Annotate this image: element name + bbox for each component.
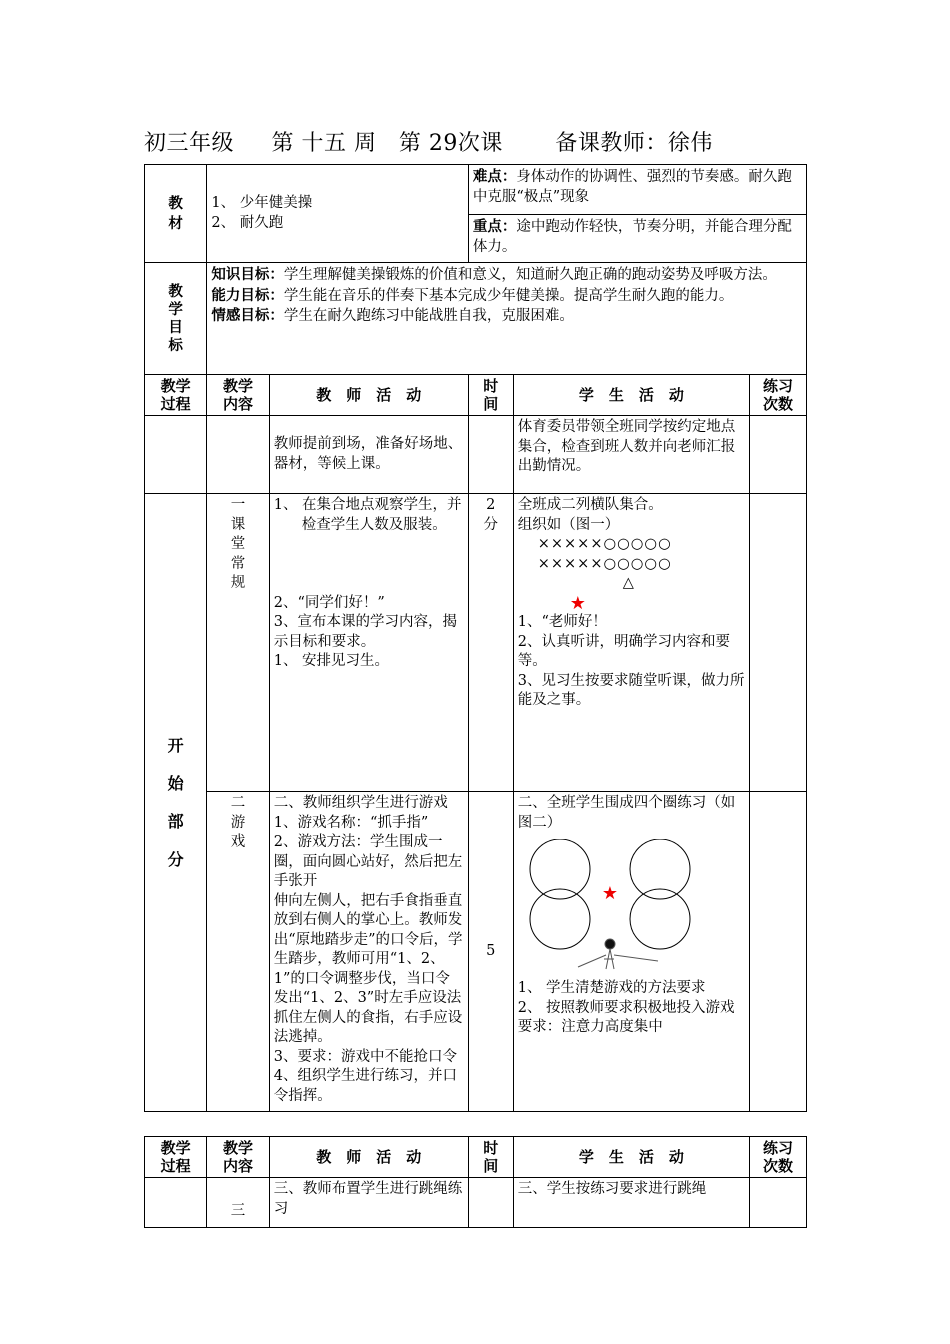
routine-formation-text: 全班成二列横队集合。 bbox=[517, 497, 663, 513]
game-student bbox=[513, 792, 749, 1112]
rope-process bbox=[145, 1178, 207, 1228]
routine-teacher-line: 1、 安排见习生。 bbox=[273, 653, 390, 669]
materials-list bbox=[207, 165, 469, 263]
routine-practice bbox=[750, 494, 807, 792]
circle-icon bbox=[630, 889, 690, 949]
header-practice: 练习 次数 bbox=[750, 375, 807, 416]
rope-practice bbox=[750, 1178, 807, 1228]
routine-content: 一 课 堂 常 规 bbox=[207, 494, 269, 792]
header-practice: 练习 次数 bbox=[750, 1137, 807, 1178]
prep-teacher: 教师提前到场，准备好场地、器材，等候上课。 bbox=[269, 416, 468, 494]
goal-knowledge: 知识目标：学生理解健美操锻炼的价值和意义，知道耐久跑正确的跑动姿势及呼吸方法。 bbox=[211, 266, 777, 283]
prep-practice bbox=[750, 416, 807, 494]
circle-icon bbox=[630, 839, 690, 899]
game-practice bbox=[750, 792, 807, 1112]
section-start-label: 开 始 部 分 bbox=[145, 494, 207, 1112]
routine-teacher-line: 1、 在集合地点观察学生，并检查学生人数及服装。 bbox=[273, 497, 462, 533]
goals-label: 教 学 目 标 bbox=[145, 263, 207, 375]
difficulty-text: 身体动作的协调性、强烈的节奏感。耐久跑中克服“极点”现象 bbox=[472, 169, 792, 205]
formation-row: ×××××○○○○○ bbox=[537, 536, 672, 552]
header-teacher: 教 师 活 动 bbox=[269, 1137, 468, 1178]
prep-student: 体育委员带领全班同学按约定地点集合，检查到班人数并向老师汇报出勤情况。 bbox=[513, 416, 749, 494]
routine-time: 2 分 bbox=[468, 494, 513, 792]
star-icon: ★ bbox=[601, 883, 618, 904]
header-student: 学 生 活 动 bbox=[513, 375, 749, 416]
circle-icon bbox=[530, 889, 590, 949]
rope-content: 三 bbox=[207, 1178, 269, 1228]
materials-item: 1、 少年健美操 bbox=[211, 195, 313, 211]
routine-student-line: 3、见习生按要求随堂听课，做力所能及之事。 bbox=[517, 672, 745, 708]
page-title: 初三年级 第 十五 周 第 29次课 备课教师：徐伟 bbox=[144, 131, 713, 156]
goal-ability: 能力目标：学生能在音乐的伴奏下基本完成少年健美操。提高学生耐久跑的能力。 bbox=[211, 286, 734, 304]
formation-row: ×××××○○○○○ bbox=[537, 555, 672, 572]
game-teacher-line: 2、游戏方法：学生围成一圈，面向圆心站好，然后把左手张开 bbox=[273, 834, 463, 889]
header-student: 学 生 活 动 bbox=[513, 1137, 749, 1178]
header-content: 教学 内容 bbox=[207, 1137, 269, 1178]
game-teacher-line: 1、游戏名称：“抓手指” bbox=[273, 814, 429, 831]
routine-student bbox=[513, 494, 749, 792]
routine-teacher-line: 3、宣布本课的学习内容，揭示目标和要求。 bbox=[273, 614, 457, 650]
header-content: 教学 内容 bbox=[207, 375, 269, 416]
rope-teacher: 三、教师布置学生进行跳绳练习 bbox=[269, 1178, 468, 1228]
teacher-triangle-icon: △ bbox=[622, 575, 634, 591]
routine-student-line: 1、“老师好！ bbox=[517, 614, 607, 630]
header-time: 时 间 bbox=[468, 375, 513, 416]
routine-teacher-line: 2、“同学们好！” bbox=[273, 594, 385, 611]
prep-content bbox=[207, 416, 269, 494]
game-teacher-line: 4、组织学生进行练习，并口令指挥。 bbox=[273, 1068, 457, 1104]
key-point-label: 重点： bbox=[472, 218, 517, 235]
key-point-cell bbox=[468, 215, 806, 263]
game-student-line: 2、 按照教师要求积极地投入游戏 bbox=[517, 999, 735, 1016]
game-requirement: 要求：注意力高度集中 bbox=[517, 1019, 663, 1035]
lesson-plan-table bbox=[144, 164, 807, 1112]
rope-time bbox=[468, 1178, 513, 1228]
header-process: 教学 过程 bbox=[145, 375, 207, 416]
game-student-line: 1、 学生清楚游戏的方法要求 bbox=[517, 980, 706, 996]
key-point-text: 途中跑动作轻快，节奏分明，并能合理分配体力。 bbox=[472, 219, 792, 255]
game-teacher-line: 3、要求：游戏中不能抢口令 bbox=[273, 1048, 457, 1065]
lesson-plan-table-continued bbox=[144, 1136, 807, 1228]
game-teacher-line: 二、教师组织学生进行游戏 bbox=[273, 795, 448, 811]
header-process: 教学 过程 bbox=[145, 1137, 207, 1178]
materials-label: 教 材 bbox=[145, 165, 207, 263]
routine-org-text: 组织如（图一） bbox=[517, 516, 620, 533]
dancer-icon bbox=[578, 939, 658, 969]
materials-item: 2、 耐久跑 bbox=[211, 214, 284, 231]
four-circles-diagram bbox=[518, 839, 723, 979]
header-time: 时 间 bbox=[468, 1137, 513, 1178]
game-teacher-line: 伸向左侧人，把右手食指垂直放到右侧人的掌心上。教师发出“原地踏步走”的口令后，学生踏步，教师可用“1、2、1”的口令调整步伐，当口令发出“1、2、3”时左手应设法抓住左侧人的食指，右手应设法逃掉。 bbox=[273, 892, 463, 1045]
game-time: 5 bbox=[468, 792, 513, 1112]
circle-icon bbox=[530, 839, 590, 899]
header-teacher: 教 师 活 动 bbox=[269, 375, 468, 416]
game-student-intro: 二、全班学生围成四个圈练习（如图二） bbox=[517, 795, 736, 831]
difficulty-cell bbox=[468, 165, 806, 215]
game-teacher bbox=[269, 792, 468, 1112]
star-icon: ★ bbox=[569, 592, 586, 614]
routine-student-line: 2、认真听讲，明确学习内容和要等。 bbox=[517, 633, 730, 669]
prep-process bbox=[145, 416, 207, 494]
game-content: 二 游 戏 bbox=[207, 792, 269, 1112]
prep-time bbox=[468, 416, 513, 494]
goal-emotion: 情感目标：学生在耐久跑练习中能战胜自我，克服困难。 bbox=[211, 307, 574, 324]
rope-student: 三、学生按练习要求进行跳绳 bbox=[513, 1178, 749, 1228]
routine-teacher bbox=[269, 494, 468, 792]
goals-cell bbox=[207, 263, 807, 375]
difficulty-label: 难点： bbox=[472, 168, 517, 185]
